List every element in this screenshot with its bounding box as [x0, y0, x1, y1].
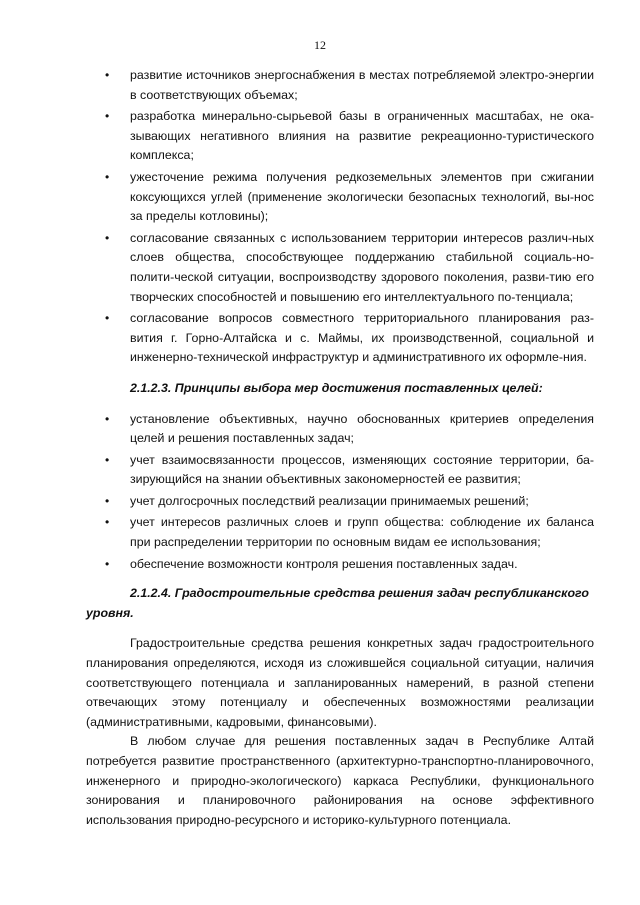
bullet-icon: •: [105, 169, 110, 184]
bullet-icon: •: [105, 68, 110, 82]
list-item-text: ужесточение режима получения редкоземельных элементов при сжигании коксующихся углей (применение экологически безопасных технологий, вы-нос за пределы котловины);: [130, 169, 594, 224]
list-item-text: учет интересов различных слоев и групп общества: соблюдение их баланса при распределении территории по основным видам ее использования;: [130, 515, 594, 550]
bullet-icon: •: [105, 556, 110, 571]
bullet-icon: •: [105, 452, 110, 467]
list-item-text: установление объективных, научно обоснованных критериев определения целей и решения поставленных задач;: [130, 411, 594, 446]
list-item-text: учет долгосрочных последствий реализации принимаемых решений;: [130, 493, 529, 508]
bullet-icon: •: [105, 230, 110, 245]
bullet-icon: •: [105, 109, 110, 124]
body-paragraph: Градостроительные средства решения конкретных задач градостроительного планирования определяются, исходя из сложившейся социальной ситуации, наличия соответствующего потенциала и запланированных намерений, в разной степени отвечающих этому потенциалу и обеспеченных возможностями реализации (административными, кадровыми, финансовыми).: [86, 636, 594, 729]
body-paragraph: В любом случае для решения поставленных задач в Республике Алтай потребуется развитие пространственного (архитектурно-транспортно-планировочного, инженерного и природно-экологического) каркаса Республики, функционального зонирования и планировочного районирования на основе эффективного использования природно-ресурсного и историко-культурного потенциала.: [86, 734, 594, 827]
list-item: [86, 555, 594, 575]
list-item: [86, 410, 594, 449]
bullet-icon: •: [105, 411, 110, 426]
list-item-text: учет взаимосвязанности процессов, изменяющих состояние территории, ба-зирующийся на знании объективных закономерностей ее развития;: [130, 452, 594, 487]
page-number: 12: [314, 38, 326, 52]
list-item: [86, 513, 594, 552]
list-item: [86, 66, 594, 105]
document-body: [86, 66, 594, 830]
list-item: [86, 309, 594, 368]
list-item-text: согласование связанных с использованием территории интересов различ-ных слоев общества, способствующее поддержанию стабильной социаль-но-полити-ческой ситуации, воспроизводству здорового поколения, разви-тию его творческих способностей и повышению его интеллектуального по-тенциала;: [130, 230, 594, 304]
bullet-list-goals: [86, 66, 594, 368]
bullet-icon: •: [105, 311, 110, 326]
list-item: [86, 229, 594, 307]
list-item-text: разработка минерально-сырьевой базы в ограниченных масштабах, не ока-зывающих негативного влияния на развитие рекреационно-туристического комплекса;: [130, 109, 594, 163]
list-item-text: обеспечение возможности контроля решения поставленных задач.: [130, 556, 518, 571]
section-heading-2-1-2-3: 2.1.2.3. Принципы выбора мер достижения поставленных целей:: [130, 380, 543, 395]
bullet-list-principles: [86, 410, 594, 575]
list-item-text: согласование вопросов совместного территориального планирования раз-вития г. Горно-Алтайска и с. Маймы, их производственной, социальной и инженерно-технической инфраструктур и административного их оформле-ния.: [130, 311, 594, 365]
list-item: [86, 168, 594, 227]
bullet-icon: •: [105, 493, 110, 508]
section-heading-2-1-2-4: 2.1.2.4. Градостроительные средства решения задач республиканского уровня.: [86, 586, 589, 620]
bullet-icon: •: [105, 515, 110, 530]
list-item: [86, 451, 594, 490]
list-item: [86, 492, 594, 512]
list-item: [86, 107, 594, 166]
list-item-text: развитие источников энергоснабжения в местах потребляемой электро-энергии в соответствующих объемах;: [130, 68, 594, 102]
